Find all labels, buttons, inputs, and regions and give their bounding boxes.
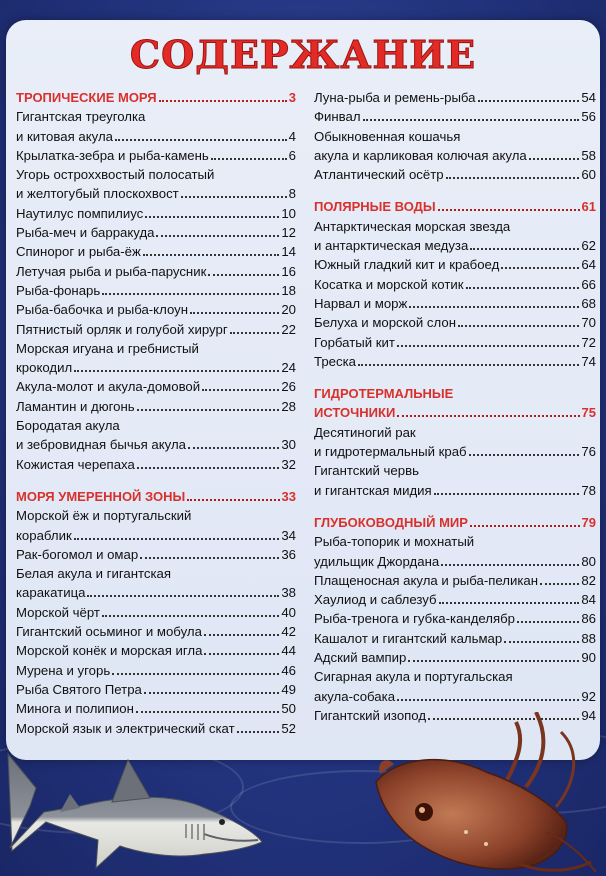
toc-entry-text: Крылатка-зебра и рыба-камень: [16, 147, 209, 163]
toc-entry-text: Гигантский осьминог и мобула: [16, 624, 202, 640]
toc-entry-text: удильщик Джордана: [314, 553, 440, 569]
dot-leader: [145, 216, 279, 218]
toc-page-number: 90: [581, 650, 596, 666]
toc-entry-text: Ламантин и дюгонь: [16, 398, 135, 414]
dot-leader: [446, 177, 580, 179]
toc-page-number: 74: [581, 353, 596, 369]
dot-leader: [363, 119, 580, 121]
toc-entry[interactable]: [314, 609, 596, 628]
toc-entry[interactable]: [16, 680, 296, 699]
toc-entry-text: и антарктическая медуза: [314, 238, 469, 254]
toc-entry[interactable]: [314, 217, 596, 256]
shark-icon: [0, 736, 270, 876]
toc-entry-text: и гигантская мидия: [314, 482, 432, 498]
toc-entry-text: акула и карликовая колючая акула: [314, 147, 527, 163]
toc-page-number: 3: [288, 90, 296, 105]
toc-entry-text: кораблик: [16, 527, 72, 543]
toc-page-number: 20: [281, 302, 296, 318]
toc-entry[interactable]: [16, 719, 296, 738]
toc-page-number: 40: [281, 604, 296, 620]
toc-page-number: 42: [281, 624, 296, 640]
dot-leader: [137, 409, 280, 411]
contents-left-column: [16, 88, 296, 738]
toc-entry[interactable]: [314, 107, 596, 126]
dot-leader: [478, 100, 580, 102]
toc-page-number: 56: [581, 109, 596, 125]
dot-leader: [397, 415, 579, 417]
toc-page-number: 4: [288, 128, 296, 144]
toc-entry[interactable]: [314, 667, 596, 706]
toc-entry-text: Рыба-тренога и губка-канделябр: [314, 611, 516, 627]
toc-page-number: 6: [288, 147, 296, 163]
toc-entry[interactable]: [16, 603, 296, 622]
toc-entry-text: Десятиногий рак: [314, 424, 416, 440]
toc-entry[interactable]: [314, 88, 596, 107]
toc-entry-text: Белая акула и гигантская: [16, 566, 171, 582]
toc-entry[interactable]: [314, 629, 596, 648]
toc-page-number: 12: [281, 225, 296, 241]
toc-entry[interactable]: [16, 699, 296, 718]
toc-entry-text: Сигарная акула и португальская: [314, 669, 513, 685]
toc-entry-text: Треска: [314, 353, 356, 369]
toc-page-number: 52: [281, 720, 296, 736]
dot-leader: [441, 564, 579, 566]
dot-leader: [458, 325, 579, 327]
toc-entry[interactable]: [16, 165, 296, 204]
toc-entry-text: МОРЯ УМЕРЕННОЙ ЗОНЫ: [16, 488, 186, 504]
toc-entry[interactable]: [314, 275, 596, 294]
dot-leader: [181, 196, 287, 198]
toc-entry-text: Рыба Святого Петра: [16, 681, 142, 697]
toc-page-number: 16: [281, 263, 296, 279]
dot-leader: [115, 139, 287, 141]
toc-entry-text: крокодил: [16, 360, 73, 376]
toc-entry-text: Бородатая акула: [16, 418, 120, 434]
toc-page-number: 46: [281, 662, 296, 678]
toc-entry-text: Летучая рыба и рыба-парусник: [16, 263, 207, 279]
toc-page-number: 14: [281, 244, 296, 260]
toc-section-heading[interactable]: [16, 88, 296, 107]
dot-leader: [358, 364, 579, 366]
toc-entry[interactable]: [16, 320, 296, 339]
toc-page-number: 34: [281, 527, 296, 543]
toc-section-heading[interactable]: [314, 384, 596, 423]
dot-leader: [140, 557, 279, 559]
toc-page-number: 22: [281, 321, 296, 337]
toc-entry-text: Финвал: [314, 109, 361, 125]
toc-page-number: 54: [581, 90, 596, 105]
toc-entry[interactable]: [314, 255, 596, 274]
section-gap: [16, 474, 296, 487]
toc-page-number: 28: [281, 398, 296, 414]
dot-leader: [208, 274, 279, 276]
dot-leader: [408, 660, 579, 662]
toc-entry[interactable]: [314, 313, 596, 332]
toc-entry[interactable]: [314, 461, 596, 500]
dot-leader: [529, 158, 580, 160]
toc-entry[interactable]: [16, 204, 296, 223]
toc-entry-text: Морской конёк и морская игла: [16, 643, 203, 659]
toc-entry[interactable]: [314, 127, 596, 166]
toc-entry-text: Антарктическая морская звезда: [314, 218, 511, 234]
toc-entry-text: Морской чёрт: [16, 604, 100, 620]
dot-leader: [439, 602, 580, 604]
dot-leader: [102, 293, 279, 295]
toc-entry[interactable]: [314, 352, 596, 371]
toc-entry-text: Минога и полипион: [16, 701, 134, 717]
toc-entry-text: и китовая акула: [16, 128, 113, 144]
dot-leader: [112, 673, 279, 675]
dot-leader: [211, 158, 287, 160]
dot-leader: [204, 653, 279, 655]
toc-entry[interactable]: [16, 262, 296, 281]
toc-page-number: 78: [581, 482, 596, 498]
toc-page-number: 70: [581, 315, 596, 331]
toc-page-number: 60: [581, 167, 596, 183]
toc-entry[interactable]: [16, 416, 296, 455]
toc-entry-text: Спинорог и рыба-ёж: [16, 244, 141, 260]
toc-page-number: 24: [281, 360, 296, 376]
toc-page-number: 18: [281, 282, 296, 298]
toc-page-number: 30: [281, 437, 296, 453]
toc-entry-text: акула-собака: [314, 688, 396, 704]
dot-leader: [74, 370, 279, 372]
toc-page-number: 92: [581, 688, 596, 704]
toc-page-number: 62: [581, 238, 596, 254]
toc-entry[interactable]: [16, 242, 296, 261]
toc-entry-text: Кашалот и гигантский кальмар: [314, 630, 503, 646]
toc-entry-text: и гидротермальный краб: [314, 444, 467, 460]
toc-page-number: 58: [581, 147, 596, 163]
toc-entry-text: Хаулиод и саблезуб: [314, 592, 437, 608]
toc-entry-text: ТРОПИЧЕСКИЕ МОРЯ: [16, 90, 157, 105]
toc-entry-text: Рыба-бабочка и рыба-клоун: [16, 302, 189, 318]
toc-entry[interactable]: [16, 146, 296, 165]
vampire-squid-icon: [366, 712, 606, 876]
toc-entry-text: Морской ёж и португальский: [16, 508, 192, 524]
toc-entry[interactable]: [314, 423, 596, 462]
toc-page-number: 64: [581, 257, 596, 273]
toc-page-number: 94: [581, 707, 596, 723]
toc-entry-text: Атлантический осётр: [314, 167, 444, 183]
toc-entry[interactable]: [314, 165, 596, 184]
dot-leader: [156, 235, 279, 237]
dot-leader: [517, 621, 579, 623]
toc-entry-text: Рыба-фонарь: [16, 282, 101, 298]
dot-leader: [204, 634, 279, 636]
toc-entry-text: и зебровидная бычья акула: [16, 437, 186, 453]
toc-page-number: 79: [581, 514, 596, 530]
toc-entry-text: Кожистая черепаха: [16, 456, 135, 472]
toc-entry-text: Горбатый кит: [314, 334, 395, 350]
toc-entry-text: Пятнистый орляк и голубой хирург: [16, 321, 228, 337]
toc-section-heading[interactable]: [314, 513, 596, 532]
dot-leader: [102, 615, 279, 617]
dot-leader: [143, 254, 280, 256]
toc-entry-text: Плащеносная акула и рыба-пеликан: [314, 572, 539, 588]
toc-page-number: 49: [281, 681, 296, 697]
toc-entry[interactable]: [314, 590, 596, 609]
dot-leader: [540, 583, 579, 585]
toc-entry-text: и желтогубый плоскохвост: [16, 186, 179, 202]
toc-entry[interactable]: [16, 622, 296, 641]
toc-entry[interactable]: [16, 545, 296, 564]
toc-page-number: 88: [581, 630, 596, 646]
toc-page-number: 86: [581, 611, 596, 627]
toc-page-number: 84: [581, 592, 596, 608]
dot-leader: [190, 312, 279, 314]
toc-entry-text: Рак-богомол и омар: [16, 546, 139, 562]
toc-entry[interactable]: [314, 294, 596, 313]
dot-leader: [470, 248, 579, 250]
toc-section-heading[interactable]: [16, 487, 296, 506]
dot-leader: [466, 287, 580, 289]
contents-right-column: [314, 88, 596, 725]
toc-entry-text: Косатка и морской котик: [314, 276, 464, 292]
toc-entry[interactable]: [16, 397, 296, 416]
toc-entry[interactable]: [16, 281, 296, 300]
dot-leader: [136, 711, 279, 713]
dot-leader: [87, 595, 279, 597]
dot-leader: [470, 525, 580, 527]
toc-entry-text: Морской язык и электрический скат: [16, 720, 235, 736]
toc-page-number: 32: [281, 456, 296, 472]
toc-entry[interactable]: [314, 571, 596, 590]
dot-leader: [397, 345, 579, 347]
toc-entry[interactable]: [16, 506, 296, 545]
section-gap: [314, 500, 596, 513]
dot-leader: [188, 447, 279, 449]
toc-page-number: 82: [581, 572, 596, 588]
toc-page-number: 10: [281, 205, 296, 221]
dot-leader: [230, 332, 280, 334]
toc-entry-text: Гигантский изопод: [314, 707, 427, 723]
toc-entry-text: Мурена и угорь: [16, 662, 111, 678]
toc-page-number: 72: [581, 334, 596, 350]
toc-entry[interactable]: [16, 339, 296, 378]
toc-entry-text: ИСТОЧНИКИ: [314, 405, 396, 421]
dot-leader: [434, 493, 580, 495]
toc-page-number: 68: [581, 295, 596, 311]
toc-entry-text: Акула-молот и акула-домовой: [16, 379, 201, 395]
toc-page-number: 44: [281, 643, 296, 659]
dot-leader: [202, 389, 279, 391]
dot-leader: [469, 454, 580, 456]
toc-page-number: 80: [581, 553, 596, 569]
toc-entry[interactable]: [314, 333, 596, 352]
toc-entry-text: Гигантский червь: [314, 463, 419, 479]
toc-entry-text: Наутилус помпилиус: [16, 205, 144, 221]
toc-entry[interactable]: [16, 455, 296, 474]
dot-leader: [144, 692, 279, 694]
toc-page-number: 75: [581, 405, 596, 421]
dot-leader: [409, 306, 579, 308]
dot-leader: [159, 100, 287, 102]
toc-entry-text: Гигантская треуголка: [16, 109, 146, 125]
toc-page-number: 33: [281, 488, 296, 504]
dot-leader: [504, 641, 579, 643]
section-gap: [314, 371, 596, 384]
toc-entry-text: Белуха и морской слон: [314, 315, 456, 331]
toc-entry[interactable]: [314, 648, 596, 667]
toc-page-number: 76: [581, 444, 596, 460]
dot-leader: [187, 499, 279, 501]
toc-entry-text: Угорь остроххвостый полосатый: [16, 167, 215, 183]
dot-leader: [501, 267, 579, 269]
toc-entry-text: Морская игуана и гребнистый: [16, 340, 199, 356]
toc-page-number: 50: [281, 701, 296, 717]
toc-entry[interactable]: [16, 661, 296, 680]
dot-leader: [438, 209, 580, 211]
dot-leader: [237, 731, 280, 733]
toc-entry-text: ГИДРОТЕРМАЛЬНЫЕ: [314, 386, 454, 402]
toc-entry-text: Южный гладкий кит и крабоед: [314, 257, 500, 273]
section-gap: [314, 184, 596, 197]
toc-entry[interactable]: [16, 641, 296, 660]
toc-entry[interactable]: [314, 532, 596, 571]
dot-leader: [137, 467, 280, 469]
toc-entry-text: каракатица: [16, 585, 86, 601]
toc-entry-text: Адский вампир: [314, 650, 407, 666]
toc-entry[interactable]: [16, 107, 296, 146]
toc-section-heading[interactable]: [314, 197, 596, 216]
toc-entry-text: Рыба-меч и барракуда: [16, 225, 155, 241]
dot-leader: [74, 538, 280, 540]
toc-entry-text: ПОЛЯРНЫЕ ВОДЫ: [314, 199, 436, 215]
toc-page-number: 66: [581, 276, 596, 292]
toc-entry[interactable]: [16, 300, 296, 319]
toc-page-number: 26: [281, 379, 296, 395]
toc-entry[interactable]: [16, 223, 296, 242]
page-title: СОДЕРЖАНИЕ: [129, 32, 477, 77]
toc-entry-text: Обыкновенная кошачья: [314, 128, 461, 144]
toc-page-number: 38: [281, 585, 296, 601]
toc-page-number: 61: [581, 199, 596, 215]
toc-page-number: 8: [288, 186, 296, 202]
toc-entry[interactable]: [16, 377, 296, 396]
toc-entry-text: Луна-рыба и ремень-рыба: [314, 90, 476, 105]
dot-leader: [397, 699, 579, 701]
toc-entry-text: ГЛУБОКОВОДНЫЙ МИР: [314, 514, 468, 530]
toc-entry-text: Нарвал и морж: [314, 295, 408, 311]
toc-entry-text: Рыба-топорик и мохнатый: [314, 534, 475, 550]
toc-page-number: 36: [281, 546, 296, 562]
toc-entry[interactable]: [16, 564, 296, 603]
